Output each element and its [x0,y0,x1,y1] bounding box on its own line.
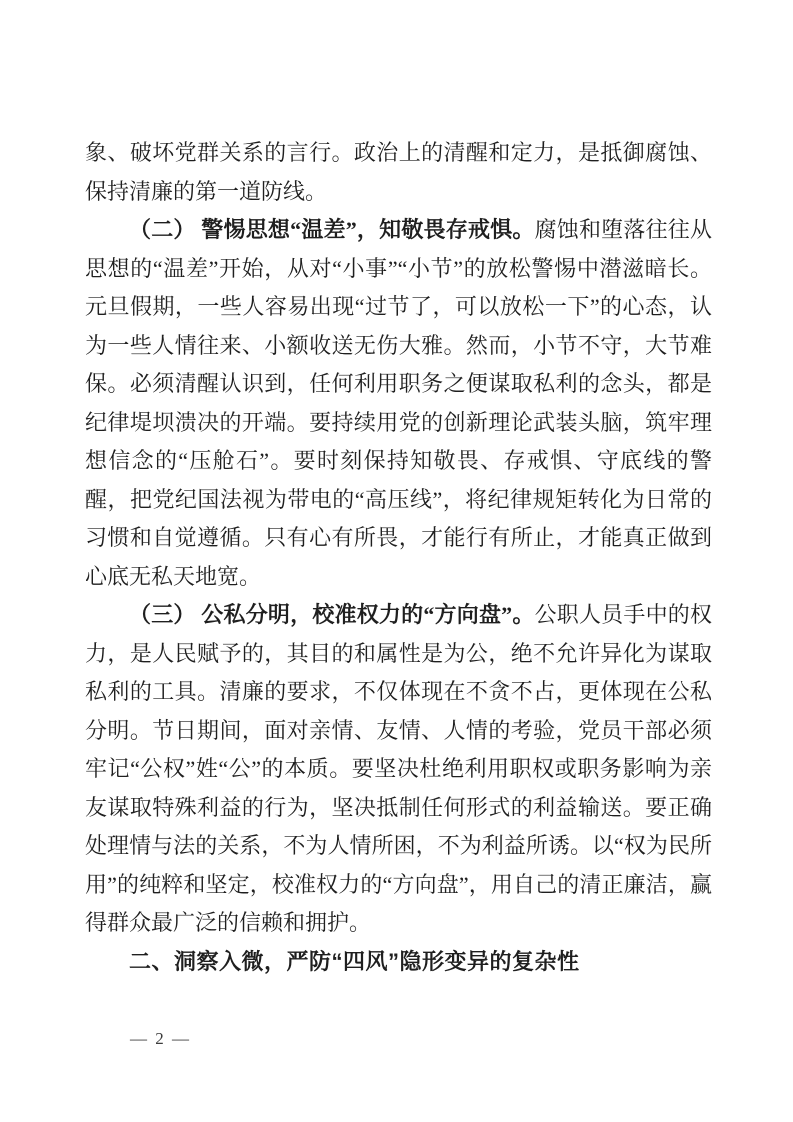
paragraph-lead: （三） 公私分明，校准权力的“方向盘”。 [129,602,535,627]
paragraph-text: 公职人员手中的权力，是人民赋予的，其目的和属性是为公，绝不允许异化为谋取私利的工具。清廉的要求，不仅体现在不贪不占，更体现在公私分明。节日期间，面对亲情、友情、人情的考验，党员干部必须牢记“公权”姓“公”的本质。要坚决杜绝利用职权或职务影响为亲友谋取特殊利益的行为，坚决抵制任何形式的利益输送。要正确处理情与法的关系，不为人情所困，不为利益所诱。以“权为民所用”的纯粹和坚定，校准权力的“方向盘”，用自己的清正廉洁，赢得群众最广泛的信赖和拥护。 [85,602,712,935]
paragraph [85,211,712,596]
paragraph [85,596,712,943]
document-body [85,134,712,981]
paragraph-lead: （二） 警惕思想“温差”，知敬畏存戒惧。 [129,217,535,242]
paragraph-text: 腐蚀和堕落往往从思想的“温差”开始，从对“小事”“小节”的放松警惕中潜滋暗长。元旦假期，一些人容易出现“过节了，可以放松一下”的心态，认为一些人情往来、小额收送无伤大雅。然而，小节不守，大节难保。必须清醒认识到，任何利用职务之便谋取私利的念头，都是纪律堤坝溃决的开端。要持续用党的创新理论武装头脑，筑牢理想信念的“压舱石”。要时刻保持知敬畏、存戒惧、守底线的警醒，把党纪国法视为带电的“高压线”，将纪律规矩转化为日常的习惯和自觉遵循。只有心有所畏，才能行有所止，才能真正做到心底无私天地宽。 [85,217,712,589]
heading-text: 二、洞察入微，严防“四风”隐形变异的复杂性 [129,948,580,974]
paragraph-text: 象、破坏党群关系的言行。政治上的清醒和定力，是抵御腐蚀、保持清廉的第一道防线。 [85,140,712,204]
section-heading [85,943,712,982]
paragraph [85,134,712,211]
page-number: — 2 — [130,1029,191,1048]
